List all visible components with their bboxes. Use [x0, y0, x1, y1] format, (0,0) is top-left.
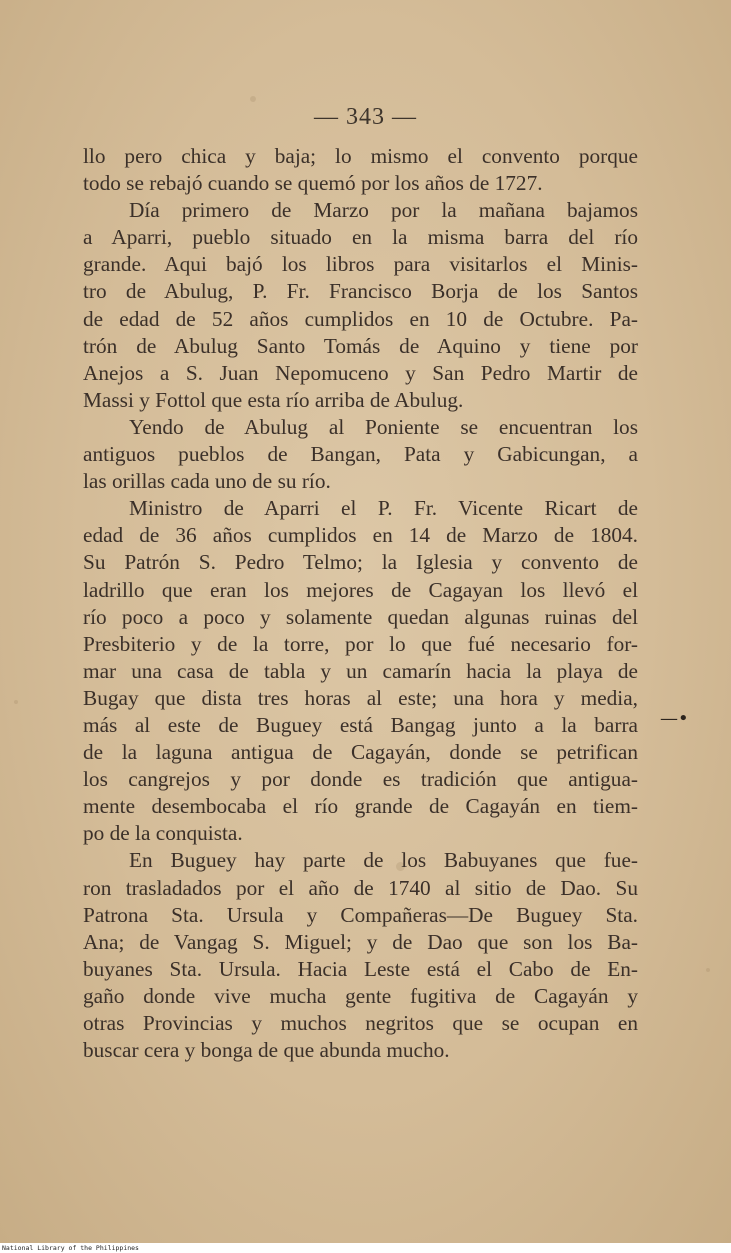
- library-credit: National Library of the Philippines: [2, 1244, 139, 1252]
- text-line: ladrillo que eran los mejores de Cagayan los llevó el: [83, 577, 638, 602]
- text-line: más al este de Buguey está Bangag junto a la barra: [83, 712, 638, 737]
- text-line: Día primero de Marzo por la mañana bajamos: [129, 198, 638, 223]
- text-line: llo pero chica y baja; lo mismo el convento porque: [83, 144, 638, 168]
- text-line: Bugay que dista tres horas al este; una hora y media,: [83, 685, 638, 710]
- text-line: todo se rebajó cuando se quemó por los años de 1727.: [83, 171, 543, 196]
- text-line: buscar cera y bonga de que abunda mucho.: [83, 1038, 450, 1063]
- paper-stain: [250, 96, 256, 102]
- text-line: Yendo de Abulug al Poniente se encuentran los: [129, 414, 638, 439]
- text-line: Ministro de Aparri el P. Fr. Vicente Ricart de: [129, 496, 638, 521]
- text-line: tro de Abulug, P. Fr. Francisco Borja de los Santos: [83, 279, 638, 304]
- text-line: Presbiterio y de la torre, por lo que fué necesario for-: [83, 631, 638, 656]
- paper-stain: [706, 968, 710, 972]
- text-line: río poco a poco y solamente quedan algunas ruinas del: [83, 604, 638, 629]
- text-line: de edad de 52 años cumplidos en 10 de Octubre. Pa-: [83, 306, 638, 331]
- text-line: a Aparri, pueblo situado en la misma barra del río: [83, 225, 638, 250]
- text-line: mente desembocaba el río grande de Cagayán en tiem-: [83, 794, 638, 819]
- text-line: trón de Abulug Santo Tomás de Aquino y tiene por: [83, 333, 638, 358]
- text-line: buyanes Sta. Ursula. Hacia Leste está el Cabo de En-: [83, 956, 638, 981]
- text-line: gaño donde vive mucha gente fugitiva de Cagayán y: [83, 983, 638, 1008]
- text-line: mar una casa de tabla y un camarín hacia la playa de: [83, 658, 638, 683]
- text-line: po de la conquista.: [83, 821, 243, 846]
- body-text: [83, 143, 638, 1064]
- text-line: Massi y Fottol que esta río arriba de Abulug.: [83, 387, 464, 412]
- text-line: los cangrejos y por donde es tradición que antigua-: [83, 767, 638, 792]
- text-line: ron trasladados por el año de 1740 al sitio de Dao. Su: [83, 875, 638, 900]
- text-line: En Buguey hay parte de los Babuyanes que fue-: [129, 848, 638, 873]
- text-line: Su Patrón S. Pedro Telmo; la Iglesia y convento de: [83, 550, 638, 575]
- paper-stain: [14, 700, 18, 704]
- margin-mark: —•: [660, 708, 689, 729]
- text-line: otras Provincias y muchos negritos que se ocupan en: [83, 1011, 638, 1035]
- text-line: Patrona Sta. Ursula y Compañeras—De Buguey Sta.: [83, 902, 638, 927]
- page-number: — 343 —: [314, 104, 417, 130]
- text-line: edad de 36 años cumplidos en 14 de Marzo de 1804.: [83, 523, 638, 548]
- text-line: grande. Aqui bajó los libros para visitarlos el Minis-: [83, 252, 638, 277]
- text-line: las orillas cada uno de su río.: [83, 469, 331, 494]
- text-line: Ana; de Vangag S. Miguel; y de Dao que son los Ba-: [83, 929, 638, 954]
- text-line: Anejos a S. Juan Nepomuceno y San Pedro Martir de: [83, 360, 638, 385]
- text-line: antiguos pueblos de Bangan, Pata y Gabicungan, a: [83, 442, 638, 467]
- text-line: de la laguna antigua de Cagayán, donde se petrifican: [83, 740, 638, 765]
